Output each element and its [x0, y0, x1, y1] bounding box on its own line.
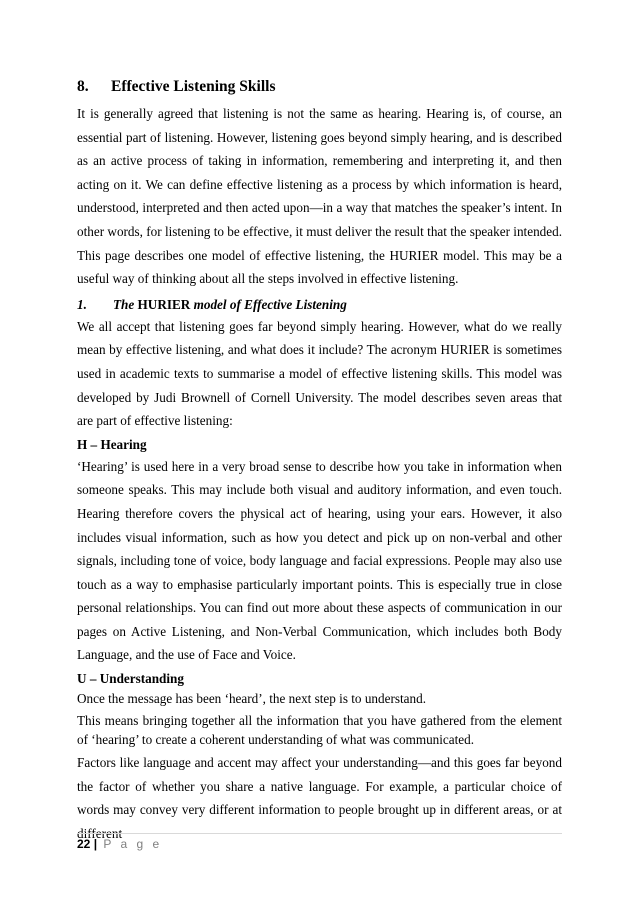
section-title: Effective Listening Skills — [111, 78, 276, 95]
page-number: 22 — [77, 837, 91, 851]
understanding-line-1: Once the message has been ‘heard’, the next step is to understand. — [77, 691, 426, 707]
subsection-number: 1. — [77, 296, 87, 312]
page-label: P a g e — [97, 837, 163, 851]
hearing-heading: H – Hearing — [77, 436, 147, 452]
understanding-line-2: This means bringing together all the information that you have gathered from the element of ‘hearing’ to create a coherent understanding of what was communicated. — [77, 713, 562, 748]
section-number: 8. — [77, 78, 89, 95]
section-intro-paragraph: It is generally agreed that listening is not the same as hearing. Hearing is, of course, an essential part of listening. However, listening goes beyond simply hearing, and is described as an active process of taking in information, remembering and interpreting it, and then acting on it. We can define effective listening as a process by which information is heard, understood, interpreted and then acted upon—in a way that matches the speaker’s intent. In other words, for listening to be effective, it must deliver the result that the speaker intended. This page describes one model of effective listening, the HURIER model. This may be a useful way of thinking about all the steps involved in effective listening. — [77, 106, 562, 287]
footer-separator: | — [93, 837, 98, 851]
understanding-heading: U – Understanding — [77, 671, 184, 687]
page-footer — [77, 833, 562, 852]
subsection-body-paragraph: We all accept that listening goes far beyond simply hearing. However, what do we really mean by effective listening, and what does it include? The acronym HURIER is sometimes used in academic texts to summarise a model of effective listening skills. This model was developed by Judi Brownell of Cornell University. The model describes seven areas that are part of effective listening: — [77, 318, 562, 429]
subsection-title-acronym: HURIER — [137, 296, 191, 312]
section-heading — [77, 76, 562, 98]
subsection-title-pre: The — [113, 296, 138, 312]
understanding-line-3: Factors like language and accent may affect your understanding—and this goes far beyond the factor of whether you share a native language. For example, a particular choice of words may convey very different information to people brought up in different areas, or at different — [77, 755, 562, 841]
subsection-title-post: model of Effective Listening — [190, 296, 347, 312]
subsection-heading — [77, 295, 562, 315]
page-content — [77, 76, 562, 845]
hearing-paragraph: ‘Hearing’ is used here in a very broad sense to describe how you take in information when someone speaks. This may include both visual and auditory information, and even touch. Hearing therefore covers the physical act of hearing, using your ears. However, it also includes visual information, such as how you detect and pick up on non-verbal and other signals, including tone of voice, body language and facial expressions. People may also use touch as a way to emphasise particularly important points. This is especially true in close personal relationships. You can find out more about these aspects of communication in our pages on Active Listening, and Non-Verbal Communication, which includes both Body Language, and the use of Face and Voice. — [77, 458, 562, 663]
